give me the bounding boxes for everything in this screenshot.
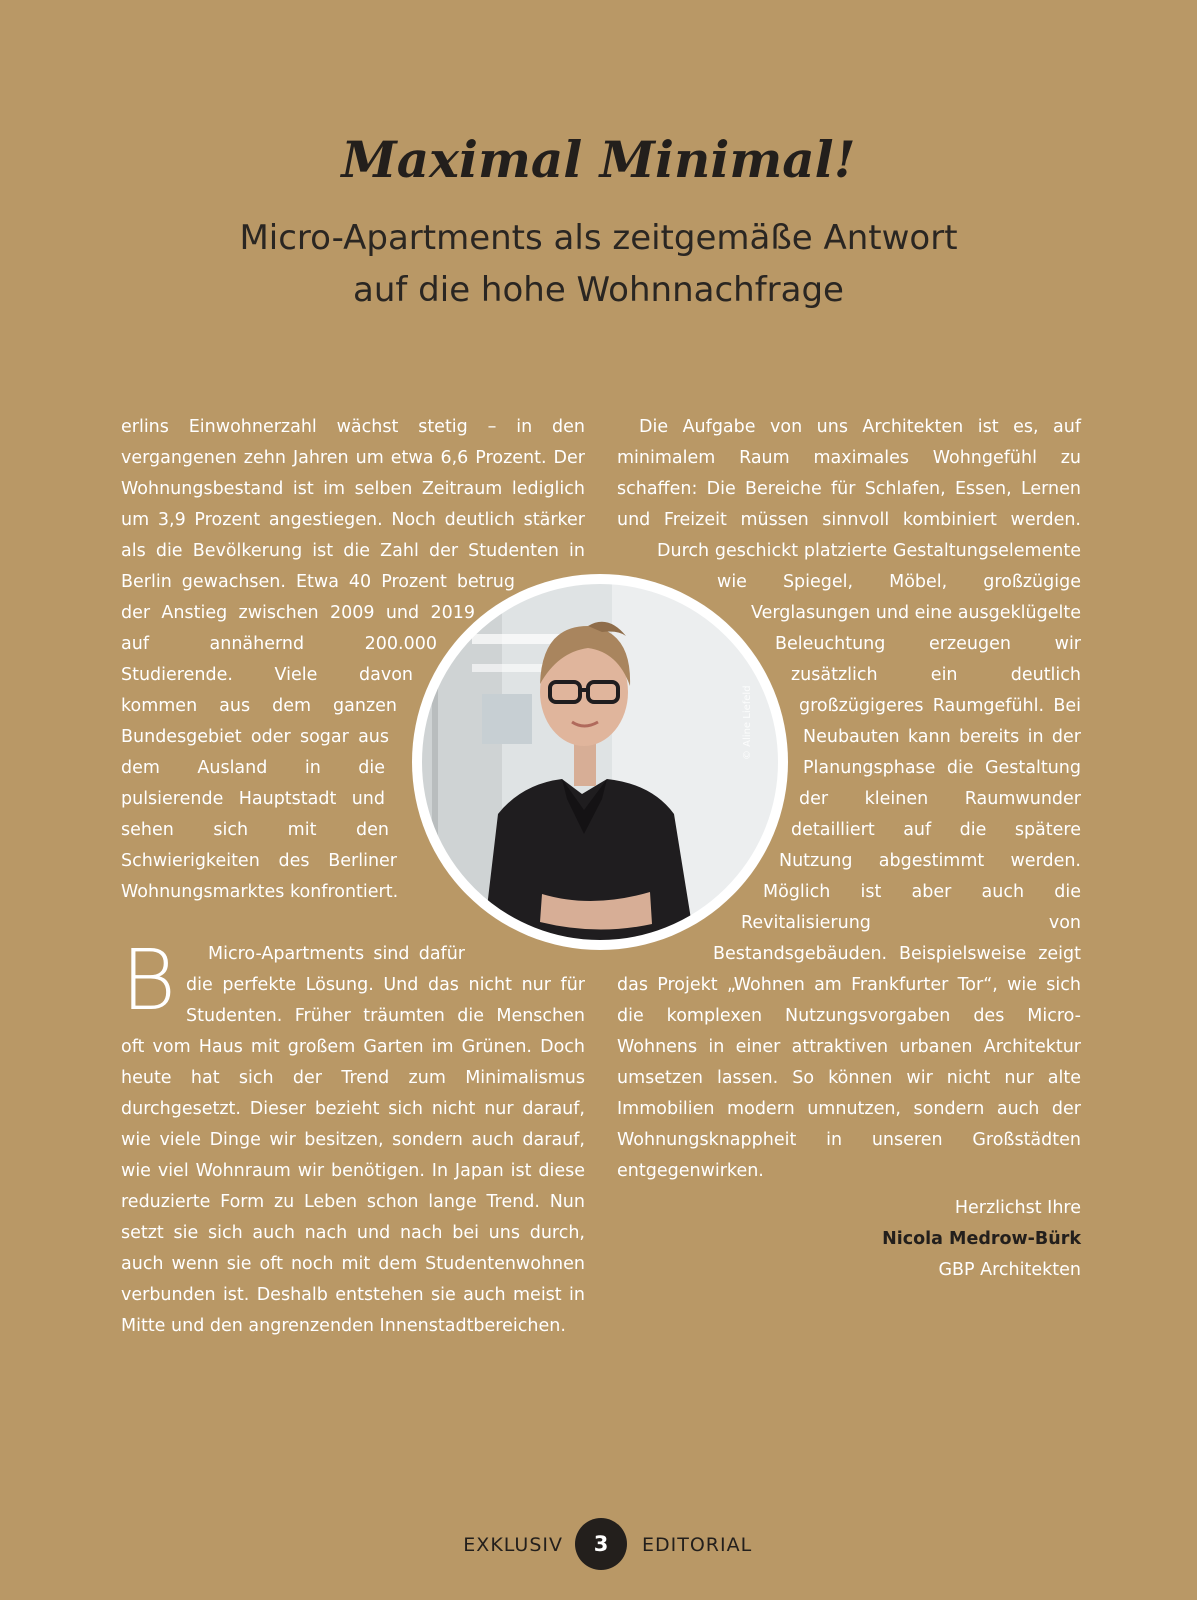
- left-paragraph-2: Micro-Apartments sind dafür die perfekte Lösung. Und das nicht nur für Studenten. Früher träumten die Menschen oft vom Haus mit großem Garten im Grünen. Doch heute hat sich der Trend zum Minimalismus durchgesetzt. Dieser bezieht sich nicht nur darauf, wie viele Dinge wir besitzen, sondern auch darauf, wie viel Wohnraum wir benötigen. In Japan ist diese reduzierte Form zu Leben schon lange Trend. Nun setzt sie sich auch nach und nach bei uns durch, auch wenn sie oft noch mit dem Studentenwohnen verbunden ist. Deshalb entstehen sie auch meist in Mitte und den angrenzenden Innenstadtbereichen.: [121, 944, 585, 1336]
- signature-greeting: Herzlichst Ihre: [954, 1198, 1081, 1218]
- footer-section-left: EXKLUSIV: [463, 1534, 563, 1556]
- footer-section-right: EDITORIAL: [642, 1534, 753, 1556]
- photo-credit: © Aline Liefeld: [742, 685, 753, 760]
- page-footer: [0, 1518, 1197, 1578]
- right-paragraph-1: Die Aufgabe von uns Architekten ist es, auf minimalem Raum maximales Wohngefühl zu schaffen: Die Bereiche für Schlafen, Essen, Lernen und Freizeit müssen sinnvoll kombiniert werden. Durch geschickt platzierte Gestaltungselemente wie Spiegel, Möbel, großzügige Verglasungen und eine ausgeklügelte Beleuchtung erzeugen wir zusätzlich ein deutlich großzügigeres Raumgefühl. Bei Neubauten kann bereits in der Planungsphase die Gestaltung der kleinen Raumwunder detailliert auf die spätere Nutzung abgestimmt werden. Möglich ist aber auch die Revitalisierung von Bestandsgebäuden. Beispielsweise zeigt das Projekt „Wohnen am Frankfurter Tor“, wie sich die komplexen Nutzungsvorgaben des Micro-Wohnens in einer attraktiven urbanen Architektur umsetzen lassen. So können wir nicht nur alte Immobilien modern umnutzen, sondern auch der Wohnungsknappheit in unseren Großstädten entgegenwirken.: [617, 417, 1081, 1181]
- page-subtitle: [0, 212, 1197, 316]
- author-portrait: [412, 574, 788, 950]
- signature-company: GBP Architekten: [938, 1260, 1081, 1280]
- subtitle-line-2: auf die hohe Wohnnachfrage: [353, 270, 844, 310]
- subtitle-line-1: Micro-Apartments als zeitgemäße Antwort: [239, 218, 958, 258]
- page-number-badge: 3: [575, 1518, 627, 1570]
- signature-name: Nicola Medrow-Bürk: [882, 1229, 1081, 1249]
- page-title: Maximal Minimal!: [341, 130, 856, 189]
- drop-cap: B: [121, 931, 177, 1029]
- portrait-illustration: [412, 574, 788, 950]
- signature-block: [781, 1193, 1081, 1286]
- left-paragraph-1: erlins Einwohnerzahl wächst stetig – in den vergangenen zehn Jahren um etwa 6,6 Prozent. Der Wohnungsbestand ist im selben Zeitraum lediglich um 3,9 Prozent angestiegen. Noch deutlich stärker als die Bevölkerung ist die Zahl der Studenten in Berlin gewachsen. Etwa 40 Prozent betrug der Anstieg zwischen 2009 und 2019 auf annähernd 200.000 Studierende. Viele davon kommen aus dem ganzen Bundesgebiet oder sogar aus dem Ausland in die pulsierende Hauptstadt und sehen sich mit den Schwierigkeiten des Berliner Wohnungsmarktes konfrontiert.: [121, 417, 585, 902]
